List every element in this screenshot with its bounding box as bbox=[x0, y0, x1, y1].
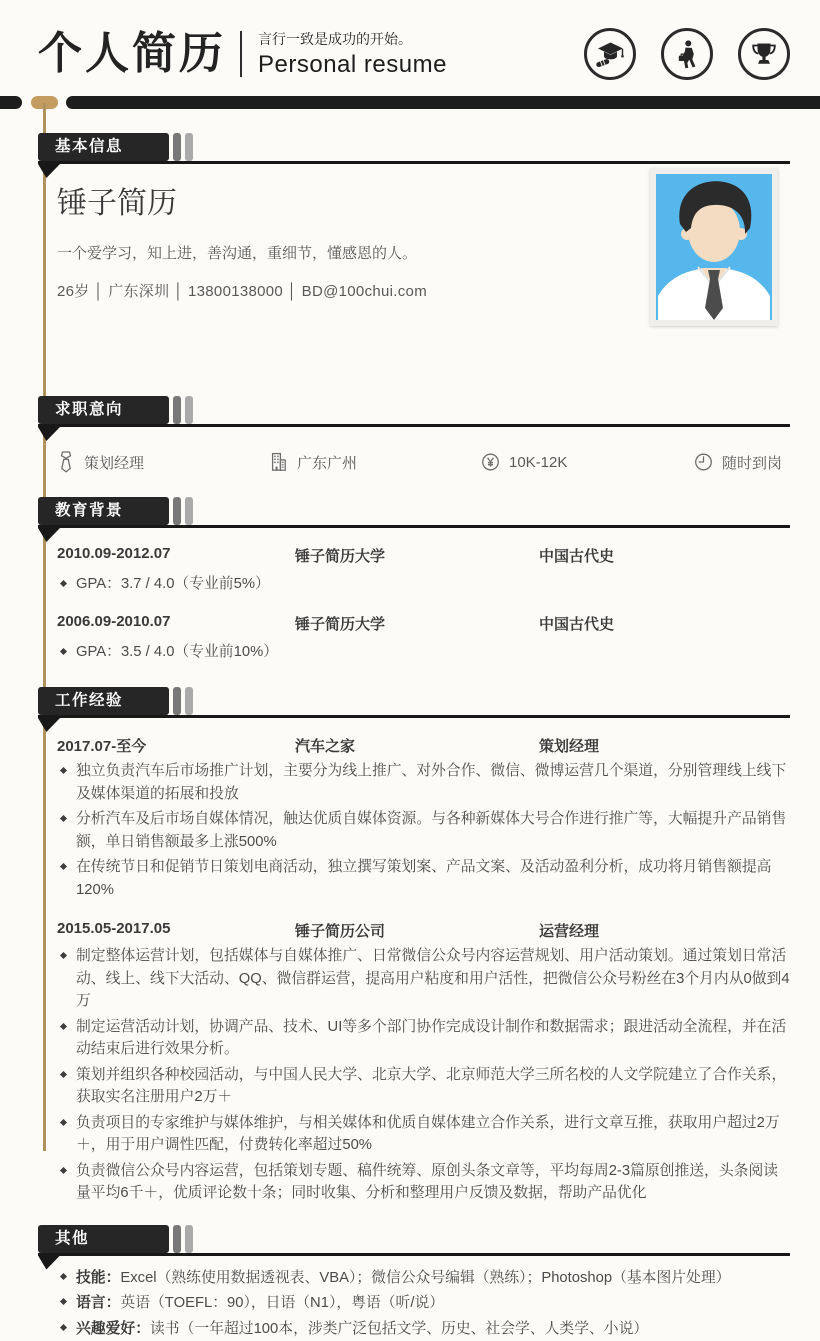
section-underline bbox=[38, 1253, 790, 1256]
ribbon-shadow-strip bbox=[185, 133, 193, 161]
clock-icon bbox=[694, 452, 713, 472]
other-bullet-skills bbox=[38, 1266, 790, 1291]
avatar bbox=[656, 174, 772, 320]
section-underline bbox=[38, 525, 790, 528]
work-entry-row bbox=[38, 920, 790, 941]
section-header-basic bbox=[38, 133, 790, 164]
edu-major: 中国古代史 bbox=[539, 613, 790, 634]
ribbon-shadow-strip bbox=[185, 497, 193, 525]
intent-position bbox=[57, 451, 269, 473]
work-period: 2015.05-2017.05 bbox=[57, 920, 295, 941]
ribbon-shadow-strip bbox=[185, 687, 193, 715]
other-text: 英语（TOEFL：90），日语（N1），粤语（听/说） bbox=[120, 1295, 444, 1311]
work-entry-row bbox=[38, 735, 790, 756]
work-bullet: 负责微信公众号内容运营，包括策划专题、稿件统筹、原创头条文章等，平均每周2-3篇原创推送，头条阅读量平均6千＋，优质评论数十条；同时收集、分析和整理用户反馈及数据，帮助产品优化 bbox=[38, 1160, 790, 1205]
bar-segment-left bbox=[0, 96, 22, 109]
top-divider-bar bbox=[0, 96, 820, 109]
section-title: 教育背景 bbox=[55, 502, 123, 519]
section-underline bbox=[38, 424, 790, 427]
ribbon-shadow-strip bbox=[173, 133, 181, 161]
ribbon-shadow-strip bbox=[173, 396, 181, 424]
header-subtitle: Personal resume bbox=[258, 51, 447, 79]
intent-label: 10K-12K bbox=[509, 454, 567, 471]
section-ribbon bbox=[38, 1225, 169, 1253]
work-role: 策划经理 bbox=[539, 735, 790, 756]
header-subtitle-block bbox=[258, 29, 447, 79]
edu-major: 中国古代史 bbox=[539, 545, 790, 566]
other-label: 技能： bbox=[76, 1270, 120, 1286]
edu-bullet: GPA：3.7 / 4.0（专业前5%） bbox=[38, 573, 790, 596]
header-icons bbox=[584, 28, 790, 80]
work-bullet: 独立负责汽车后市场推广计划，主要分为线上推广、对外合作、微信、微博运营几个渠道，分别管理线上线下及媒体渠道的拓展和投放 bbox=[38, 760, 790, 805]
edu-period: 2010.09-2012.07 bbox=[57, 545, 295, 566]
section-title: 其他 bbox=[55, 1230, 89, 1247]
candidate-tagline: 一个爱学习，知上进，善沟通，重细节，懂感恩的人。 bbox=[57, 242, 790, 263]
section-title: 工作经验 bbox=[55, 692, 123, 709]
section-underline bbox=[38, 161, 790, 164]
ribbon-shadow-strip bbox=[173, 497, 181, 525]
other-bullet-languages bbox=[38, 1291, 790, 1316]
intent-availability bbox=[694, 451, 790, 473]
section-ribbon bbox=[38, 687, 169, 715]
education-entry-row bbox=[38, 545, 790, 566]
intent-label: 策划经理 bbox=[84, 452, 144, 473]
header-motto: 言行一致是成功的开始。 bbox=[258, 29, 447, 49]
section-header-work bbox=[38, 687, 790, 718]
ribbon-fold bbox=[38, 164, 60, 178]
businessman-icon bbox=[661, 28, 713, 80]
ribbon-shadow-strip bbox=[173, 1225, 181, 1253]
work-bullet: 在传统节日和促销节日策划电商活动，独立撰写策划案、产品文案、及活动盈利分析，成功将月销售额提高120% bbox=[38, 856, 790, 901]
candidate-name: 锤子简历 bbox=[57, 186, 790, 222]
edu-bullet: GPA：3.5 / 4.0（专业前10%） bbox=[38, 641, 790, 664]
building-icon bbox=[269, 452, 288, 472]
work-company: 锤子简历公司 bbox=[295, 920, 539, 941]
candidate-meta: 26岁 │ 广东深圳 │ 13800138000 │ BD@100chui.com bbox=[57, 280, 790, 301]
section-underline bbox=[38, 715, 790, 718]
intention-row bbox=[38, 451, 790, 473]
education-entry-row bbox=[38, 613, 790, 634]
work-bullet: 制定整体运营计划，包括媒体与自媒体推广、日常微信公众号内容运营规划、用户活动策划。通过策划日常活动、线上、线下大活动、QQ、微信群运营，提高用户粘度和用户活性，把微信公众号粉丝在3个月内从0做到4万 bbox=[38, 945, 790, 1013]
section-title: 基本信息 bbox=[55, 138, 123, 155]
other-bullet-hobbies bbox=[38, 1317, 790, 1341]
tie-icon bbox=[57, 451, 75, 473]
work-body bbox=[38, 735, 790, 1205]
work-bullet: 制定运营活动计划，协调产品、技术、UI等多个部门协作完成设计制作和数据需求；跟进活动全流程，并在活动结束后进行效果分析。 bbox=[38, 1016, 790, 1061]
other-label: 语言： bbox=[76, 1295, 120, 1311]
profile-photo bbox=[650, 168, 778, 326]
section-ribbon bbox=[38, 396, 169, 424]
work-company: 汽车之家 bbox=[295, 735, 539, 756]
other-text: Excel（熟练使用数据透视表、VBA）；微信公众号编辑（熟练）；Photoshop（基本图片处理） bbox=[120, 1270, 730, 1286]
section-ribbon bbox=[38, 497, 169, 525]
section-header-intention bbox=[38, 396, 790, 427]
work-role: 运营经理 bbox=[539, 920, 790, 941]
work-bullet: 分析汽车及后市场自媒体情况，触达优质自媒体资源。与各种新媒体大号合作进行推广等，大幅提升产品销售额，单日销售额最多上涨500% bbox=[38, 808, 790, 853]
ribbon-fold bbox=[38, 718, 60, 732]
ribbon-shadow-strip bbox=[185, 396, 193, 424]
edu-period: 2006.09-2010.07 bbox=[57, 613, 295, 634]
ribbon-fold bbox=[38, 528, 60, 542]
section-ribbon bbox=[38, 133, 169, 161]
other-label: 兴趣爱好： bbox=[76, 1321, 150, 1337]
intent-label: 广东广州 bbox=[297, 452, 357, 473]
section-header-other bbox=[38, 1225, 790, 1256]
intent-label: 随时到岗 bbox=[722, 452, 782, 473]
section-header-education bbox=[38, 497, 790, 528]
ribbon-shadow-strip bbox=[173, 687, 181, 715]
work-period: 2017.07-至今 bbox=[57, 735, 295, 756]
edu-school: 锤子简历大学 bbox=[295, 545, 539, 566]
trophy-icon bbox=[738, 28, 790, 80]
yen-icon bbox=[481, 452, 500, 472]
other-text: 读书（一年超过100本，涉类广泛包括文学、历史、社会学、人类学、小说） bbox=[150, 1321, 648, 1337]
bar-segment-right bbox=[66, 96, 820, 109]
section-title: 求职意向 bbox=[55, 401, 123, 418]
graduation-cap-icon bbox=[584, 28, 636, 80]
ribbon-fold bbox=[38, 427, 60, 441]
intent-location bbox=[269, 451, 481, 473]
header bbox=[0, 0, 820, 88]
page-title: 个人简历 bbox=[38, 32, 226, 76]
work-bullet: 策划并组织各种校园活动，与中国人民大学、北京大学、北京师范大学三所名校的人文学院建立了合作关系，获取实名注册用户2万＋ bbox=[38, 1064, 790, 1109]
work-bullet: 负责项目的专家维护与媒体维护，与相关媒体和优质自媒体建立合作关系，进行文章互推，获取用户超过2万＋，用于用户调性匹配，付费转化率超过50% bbox=[38, 1112, 790, 1157]
intent-salary bbox=[481, 451, 694, 473]
header-divider bbox=[240, 31, 242, 77]
edu-school: 锤子简历大学 bbox=[295, 613, 539, 634]
other-body bbox=[38, 1266, 790, 1341]
education-body bbox=[38, 545, 790, 663]
ribbon-shadow-strip bbox=[185, 1225, 193, 1253]
